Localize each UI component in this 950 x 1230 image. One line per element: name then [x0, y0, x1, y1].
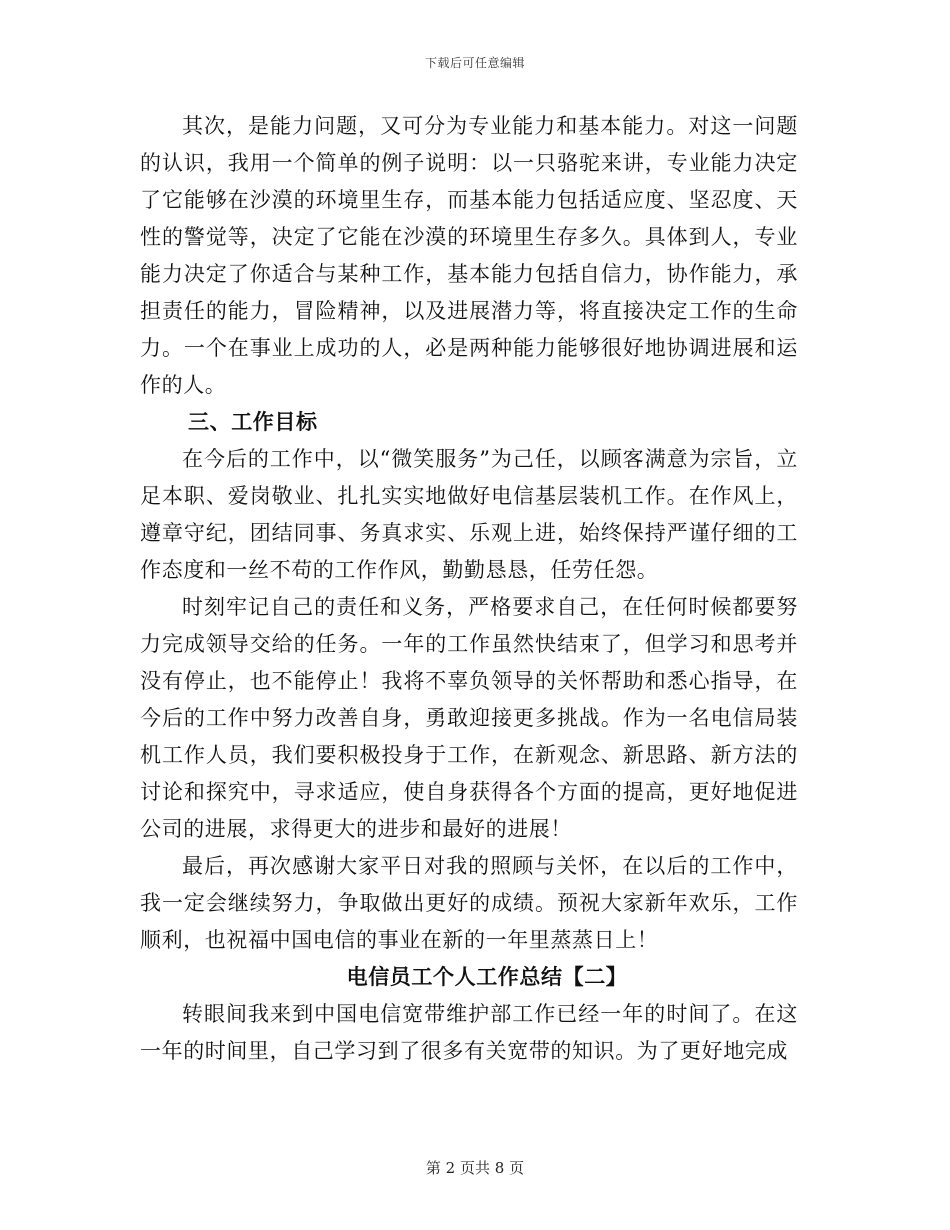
section-heading-work-goals: 三、工作目标: [188, 410, 318, 434]
paragraph-broadband-intro: 转眼间我来到中国电信宽带维护部工作已经一年的时间了。在这一年的时间里，自己学习到了很多有关宽带的知识。为了更好地完成: [140, 1002, 798, 1063]
document-title-part-two: 电信员工个人工作总结【二】: [346, 965, 628, 989]
paragraph-ability: 其次，是能力问题，又可分为专业能力和基本能力。对这一问题的认识，我用一个简单的例子说明：以一只骆驼来讲，专业能力决定了它能够在沙漠的环境里生存，而基本能力包括适应度、坚忍度、天性的警觉等，决定了它能在沙漠的环境里生存多久。具体到人，专业能力决定了你适合与某种工作，基本能力包括自信力，协作能力，承担责任的能力，冒险精神，以及进展潜力等，将直接决定工作的生命力。一个在事业上成功的人，必是两种能力能够很好地协调进展和运作的人。: [140, 114, 798, 397]
paragraph-goals: 在今后的工作中，以“微笑服务”为己任，以顾客满意为宗旨，立足本职、爱岗敬业、扎扎实实地做好电信基层装机工作。在作风上，遵章守纪，团结同事、务真求实、乐观上进，始终保持严谨仔细的工作态度和一丝不苟的工作作风，勤勤恳恳，任劳任怨。: [140, 447, 798, 582]
paragraph-responsibility: 时刻牢记自己的责任和义务，严格要求自己，在任何时候都要努力完成领导交给的任务。一年的工作虽然快结束了，但学习和思考并没有停止，也不能停止！我将不辜负领导的关怀帮助和悉心指导，在今后的工作中努力改善自身，勇敢迎接更多挑战。作为一名电信局装机工作人员，我们要积极投身于工作，在新观念、新思路、新方法的讨论和探究中，寻求适应，使自身获得各个方面的提高，更好地促进公司的进展，求得更大的进步和最好的进展！: [140, 595, 798, 841]
page-header-note: 下载后可任意编辑: [424, 56, 525, 70]
page-number-footer: 第 2 页共 8 页: [425, 1159, 525, 1177]
document-body: [140, 108, 798, 1070]
paragraph-thanks: 最后，再次感谢大家平日对我的照顾与关怀，在以后的工作中，我一定会继续努力，争取做出更好的成绩。预祝大家新年欢乐，工作顺利，也祝福中国电信的事业在新的一年里蒸蒸日上！: [140, 854, 798, 952]
